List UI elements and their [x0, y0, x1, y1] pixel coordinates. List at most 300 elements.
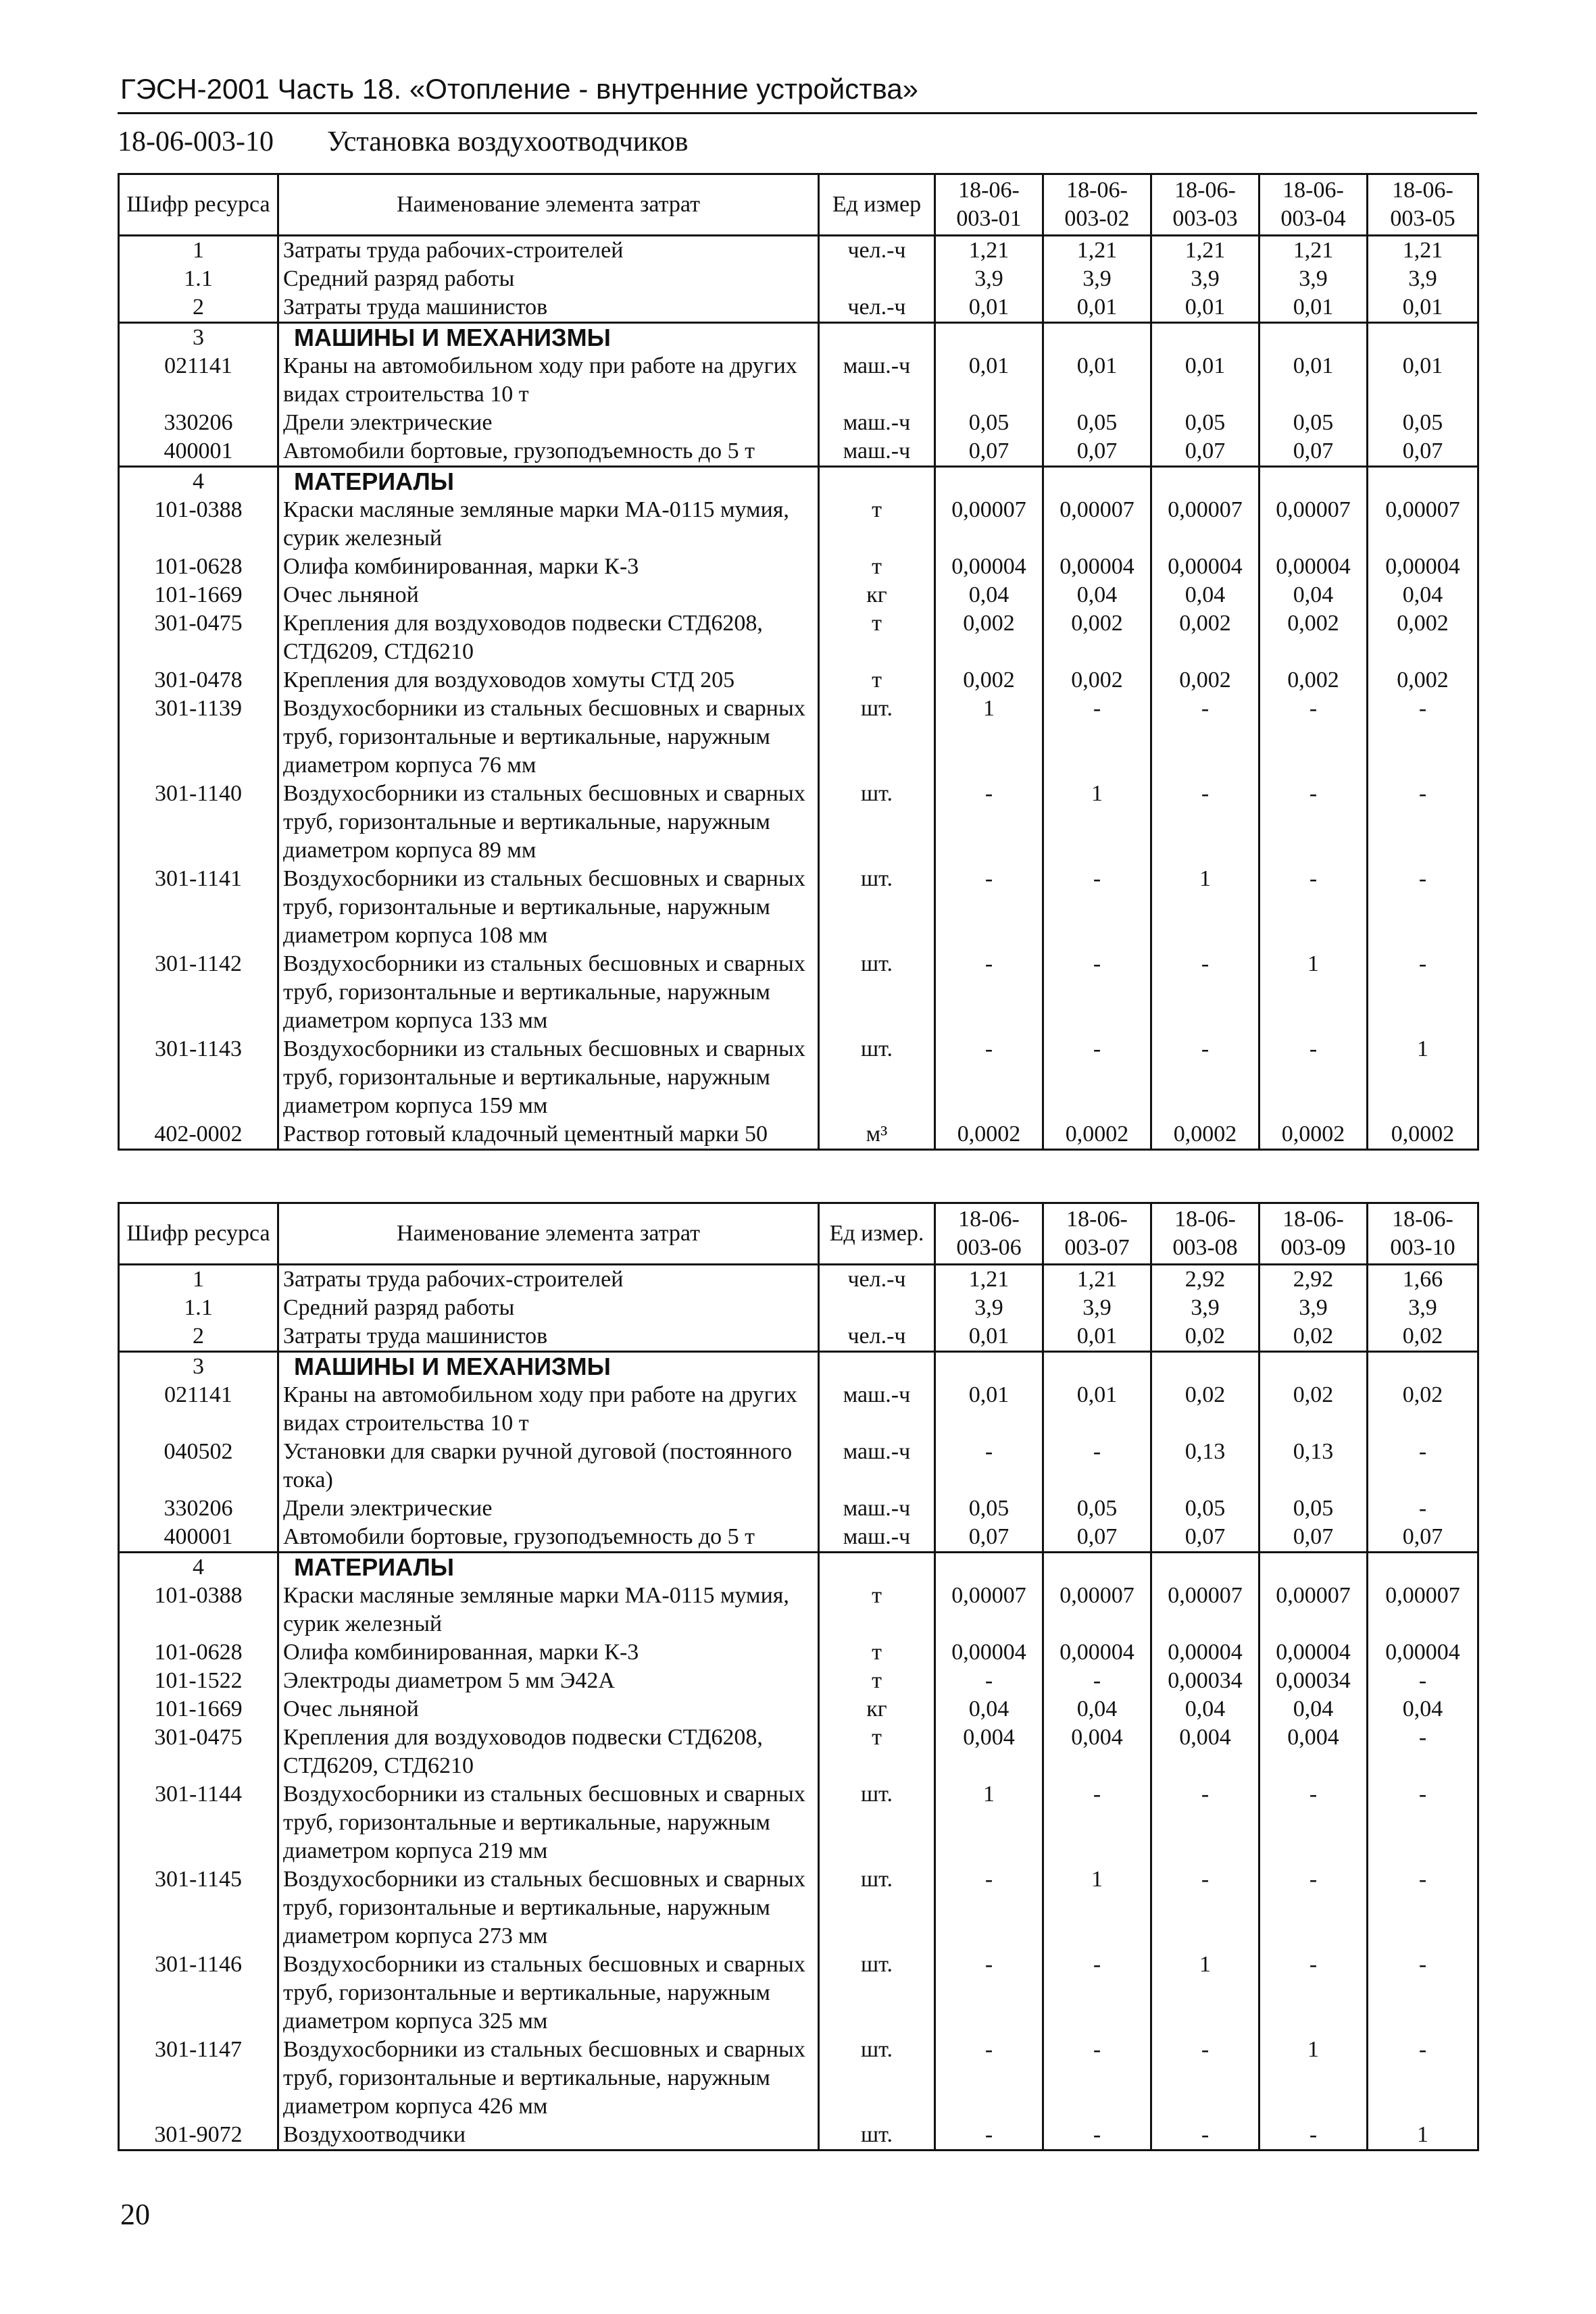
- value-cell: 0,07: [1151, 1523, 1260, 1553]
- column-header-line: 003-01: [956, 206, 1022, 231]
- resource-code-cell: 301-1146: [119, 1951, 278, 2036]
- resource-name-cell: Установки для сварки ручной дуговой (постоянного тока): [278, 1438, 819, 1494]
- unit-cell: шт.: [819, 1865, 935, 1951]
- resource-code-cell: 301-0475: [119, 1724, 278, 1780]
- value-cell: -: [1368, 1494, 1478, 1523]
- value-cell: -: [1368, 1438, 1478, 1494]
- value-cell: -: [1043, 950, 1151, 1035]
- value-cell: 1,21: [1151, 236, 1260, 266]
- unit-cell: маш.-ч: [819, 1381, 935, 1438]
- table-row: [119, 1667, 1478, 1695]
- value-cell: 2,92: [1151, 1265, 1260, 1294]
- value-cell: 3,9: [1260, 265, 1368, 293]
- value-cell: 0,04: [1151, 581, 1260, 609]
- resource-code-cell: 301-1144: [119, 1780, 278, 1865]
- value-cell: 0,00004: [1151, 553, 1260, 581]
- value-cell: -: [935, 780, 1043, 865]
- resource-name-cell: МАШИНЫ И МЕХАНИЗМЫ: [278, 323, 819, 353]
- resource-name-cell: Затраты труда рабочих-строителей: [278, 236, 819, 266]
- resource-code-cell: 301-1145: [119, 1865, 278, 1951]
- value-cell: 0,13: [1260, 1438, 1368, 1494]
- value-cell: 1: [935, 695, 1043, 780]
- column-header-line: 18-06-: [958, 178, 1020, 203]
- value-cell: 1: [1151, 865, 1260, 950]
- value-cell: [1260, 1352, 1368, 1382]
- table-row: [119, 581, 1478, 609]
- unit-cell: шт.: [819, 1035, 935, 1120]
- value-cell: 0,01: [1043, 352, 1151, 409]
- resource-name-cell: Воздухосборники из стальных бесшовных и сварных труб, горизонтальные и вертикальные, наружным диаметром корпуса 325 мм: [278, 1951, 819, 2036]
- resource-code-cell: 301-1143: [119, 1035, 278, 1120]
- table-row: [119, 1265, 1478, 1294]
- column-header-norm: [1043, 174, 1151, 236]
- value-cell: 0,002: [1043, 666, 1151, 695]
- resource-name-cell: Автомобили бортовые, грузоподъемность до 5 т: [278, 1523, 819, 1553]
- resource-name-cell: Воздухосборники из стальных бесшовных и сварных труб, горизонтальные и вертикальные, наружным диаметром корпуса 133 мм: [278, 950, 819, 1035]
- table-row: [119, 293, 1478, 323]
- value-cell: 0,04: [1260, 581, 1368, 609]
- value-cell: -: [935, 2036, 1043, 2121]
- value-cell: 0,00007: [1260, 496, 1368, 553]
- value-cell: 0,00004: [935, 1638, 1043, 1667]
- value-cell: -: [935, 950, 1043, 1035]
- value-cell: 0,04: [1260, 1695, 1368, 1724]
- value-cell: 0,02: [1368, 1322, 1478, 1352]
- value-cell: -: [1043, 1951, 1151, 2036]
- value-cell: -: [1043, 695, 1151, 780]
- resource-code-cell: 400001: [119, 1523, 278, 1553]
- value-cell: 0,01: [1368, 352, 1478, 409]
- resource-code-cell: 301-1142: [119, 950, 278, 1035]
- value-cell: 0,00004: [1043, 1638, 1151, 1667]
- value-cell: [1151, 1352, 1260, 1382]
- resource-code-cell: 301-1147: [119, 2036, 278, 2121]
- column-header-line: 003-07: [1064, 1235, 1130, 1260]
- value-cell: 1: [1043, 780, 1151, 865]
- value-cell: -: [935, 1951, 1043, 2036]
- value-cell: -: [1151, 1780, 1260, 1865]
- value-cell: 0,004: [1151, 1724, 1260, 1780]
- table-row: [119, 1352, 1478, 1382]
- value-cell: -: [1368, 1865, 1478, 1951]
- resource-name-cell: Затраты труда машинистов: [278, 1322, 819, 1352]
- value-cell: 2,92: [1260, 1265, 1368, 1294]
- value-cell: 0,01: [1260, 293, 1368, 323]
- value-cell: 0,13: [1151, 1438, 1260, 1494]
- column-header-norm: [1260, 1203, 1368, 1265]
- resource-name-cell: Затраты труда рабочих-строителей: [278, 1265, 819, 1294]
- resource-code-cell: 101-0388: [119, 496, 278, 553]
- column-header-norm: [1368, 174, 1478, 236]
- value-cell: 0,05: [1368, 409, 1478, 437]
- resource-code-cell: 101-0628: [119, 1638, 278, 1667]
- resource-name-cell: Воздухосборники из стальных бесшовных и сварных труб, горизонтальные и вертикальные, наружным диаметром корпуса 89 мм: [278, 780, 819, 865]
- value-cell: 0,04: [935, 1695, 1043, 1724]
- resource-code-cell: 301-0478: [119, 666, 278, 695]
- resource-name-cell: МАТЕРИАЛЫ: [278, 1553, 819, 1582]
- value-cell: -: [1260, 780, 1368, 865]
- value-cell: 0,00007: [935, 496, 1043, 553]
- value-cell: 0,04: [1368, 1695, 1478, 1724]
- unit-cell: т: [819, 1667, 935, 1695]
- column-header-line: 18-06-: [1066, 178, 1128, 203]
- value-cell: 1,21: [1043, 1265, 1151, 1294]
- table-row: [119, 496, 1478, 553]
- value-cell: 1,21: [1368, 236, 1478, 266]
- unit-cell: шт.: [819, 1780, 935, 1865]
- value-cell: 0,002: [1260, 666, 1368, 695]
- value-cell: 0,002: [1368, 609, 1478, 666]
- resource-code-cell: 040502: [119, 1438, 278, 1494]
- column-header-norm: [1151, 174, 1260, 236]
- value-cell: [1151, 467, 1260, 497]
- unit-cell: чел.-ч: [819, 1322, 935, 1352]
- value-cell: 0,07: [1260, 437, 1368, 467]
- table-row: [119, 2036, 1478, 2121]
- table-row: [119, 2121, 1478, 2150]
- column-header-line: 18-06-: [1066, 1207, 1128, 1232]
- unit-cell: т: [819, 1724, 935, 1780]
- value-cell: [935, 467, 1043, 497]
- column-header-norm: [935, 1203, 1043, 1265]
- table-row: [119, 265, 1478, 293]
- value-cell: 3,9: [1043, 265, 1151, 293]
- value-cell: 0,02: [1151, 1322, 1260, 1352]
- value-cell: 0,01: [935, 1381, 1043, 1438]
- table-row: [119, 1951, 1478, 2036]
- unit-cell: [819, 1352, 935, 1382]
- resource-code-cell: 1.1: [119, 265, 278, 293]
- column-header-line: 18-06-: [1282, 178, 1344, 203]
- table-row: [119, 1638, 1478, 1667]
- value-cell: 0,00004: [1368, 1638, 1478, 1667]
- value-cell: 0,00007: [1368, 1582, 1478, 1638]
- unit-cell: т: [819, 496, 935, 553]
- column-header-name: Наименование элемента затрат: [278, 174, 819, 236]
- resource-name-cell: МАШИНЫ И МЕХАНИЗМЫ: [278, 1352, 819, 1382]
- table-row: [119, 323, 1478, 353]
- value-cell: 0,05: [1151, 1494, 1260, 1523]
- value-cell: 0,00007: [1043, 496, 1151, 553]
- column-header-line: 003-08: [1172, 1235, 1238, 1260]
- value-cell: [1043, 467, 1151, 497]
- table-row: [119, 437, 1478, 467]
- unit-cell: чел.-ч: [819, 1265, 935, 1294]
- column-header-norm: [1043, 1203, 1151, 1265]
- value-cell: -: [935, 865, 1043, 950]
- value-cell: 0,004: [935, 1724, 1043, 1780]
- unit-cell: шт.: [819, 695, 935, 780]
- table-row: [119, 1438, 1478, 1494]
- unit-cell: чел.-ч: [819, 293, 935, 323]
- resource-code-cell: 1: [119, 1265, 278, 1294]
- column-header-line: 18-06-: [1392, 178, 1453, 203]
- value-cell: -: [1151, 1865, 1260, 1951]
- value-cell: -: [1368, 1951, 1478, 2036]
- value-cell: 0,05: [935, 1494, 1043, 1523]
- resource-code-cell: 021141: [119, 352, 278, 409]
- value-cell: 0,002: [1260, 609, 1368, 666]
- column-header-name: Наименование элемента затрат: [278, 1203, 819, 1265]
- column-header-norm: [935, 174, 1043, 236]
- value-cell: [1368, 323, 1478, 353]
- table-row: [119, 409, 1478, 437]
- unit-cell: [819, 467, 935, 497]
- table-row: [119, 236, 1478, 266]
- resource-code-cell: 2: [119, 293, 278, 323]
- value-cell: 0,002: [1151, 609, 1260, 666]
- value-cell: 0,02: [1260, 1381, 1368, 1438]
- value-cell: 0,00004: [1368, 553, 1478, 581]
- table-row: [119, 1695, 1478, 1724]
- value-cell: 0,01: [1151, 352, 1260, 409]
- unit-cell: [819, 1294, 935, 1322]
- value-cell: 0,01: [1260, 352, 1368, 409]
- value-cell: 0,07: [1368, 1523, 1478, 1553]
- resource-table-2: [118, 1202, 1479, 2151]
- resource-name-cell: Крепления для воздуховодов подвески СТД6208, СТД6209, СТД6210: [278, 609, 819, 666]
- table-row: [119, 1120, 1478, 1150]
- table-row: [119, 553, 1478, 581]
- value-cell: -: [1368, 780, 1478, 865]
- table-row: [119, 1322, 1478, 1352]
- value-cell: 0,07: [1260, 1523, 1368, 1553]
- value-cell: 3,9: [1043, 1294, 1151, 1322]
- resource-code-cell: 4: [119, 467, 278, 497]
- value-cell: -: [1151, 780, 1260, 865]
- unit-cell: маш.-ч: [819, 1494, 935, 1523]
- value-cell: -: [1043, 1035, 1151, 1120]
- value-cell: 0,04: [1368, 581, 1478, 609]
- value-cell: 1,21: [935, 1265, 1043, 1294]
- unit-cell: т: [819, 666, 935, 695]
- unit-cell: [819, 1553, 935, 1582]
- column-header-line: 003-09: [1280, 1235, 1346, 1260]
- resource-name-cell: Краски масляные земляные марки МА-0115 мумия, сурик железный: [278, 496, 819, 553]
- value-cell: -: [1151, 2036, 1260, 2121]
- unit-cell: маш.-ч: [819, 352, 935, 409]
- header-rule: [118, 112, 1477, 114]
- value-cell: 0,00007: [1151, 496, 1260, 553]
- resource-name-cell: Воздухоотводчики: [278, 2121, 819, 2150]
- resource-name-cell: Средний разряд работы: [278, 1294, 819, 1322]
- unit-cell: м³: [819, 1120, 935, 1150]
- value-cell: 1: [1043, 1865, 1151, 1951]
- value-cell: -: [1368, 2036, 1478, 2121]
- value-cell: 0,002: [1151, 666, 1260, 695]
- resource-name-cell: Очес льняной: [278, 1695, 819, 1724]
- table-row: [119, 1494, 1478, 1523]
- resource-name-cell: Воздухосборники из стальных бесшовных и сварных труб, горизонтальные и вертикальные, наружным диаметром корпуса 426 мм: [278, 2036, 819, 2121]
- value-cell: 3,9: [1151, 1294, 1260, 1322]
- value-cell: 0,01: [1043, 293, 1151, 323]
- value-cell: 0,002: [1368, 666, 1478, 695]
- value-cell: -: [1368, 950, 1478, 1035]
- unit-cell: кг: [819, 581, 935, 609]
- value-cell: [1368, 467, 1478, 497]
- value-cell: 0,07: [935, 437, 1043, 467]
- table-header-row: [119, 174, 1478, 236]
- resource-name-cell: Электроды диаметром 5 мм Э42А: [278, 1667, 819, 1695]
- resource-code-cell: 1: [119, 236, 278, 266]
- unit-cell: т: [819, 1638, 935, 1667]
- unit-cell: т: [819, 609, 935, 666]
- resource-code-cell: 101-1669: [119, 581, 278, 609]
- resource-code-cell: 101-1522: [119, 1667, 278, 1695]
- value-cell: 1: [1368, 1035, 1478, 1120]
- value-cell: 0,00034: [1260, 1667, 1368, 1695]
- value-cell: 0,00034: [1151, 1667, 1260, 1695]
- value-cell: 0,01: [1368, 293, 1478, 323]
- value-cell: 0,00004: [1260, 1638, 1368, 1667]
- table-row: [119, 1780, 1478, 1865]
- resource-code-cell: 402-0002: [119, 1120, 278, 1150]
- value-cell: 1,21: [1043, 236, 1151, 266]
- resource-name-cell: МАТЕРИАЛЫ: [278, 467, 819, 497]
- value-cell: 0,00007: [1368, 496, 1478, 553]
- column-header-code: Шифр ресурса: [119, 1203, 278, 1265]
- value-cell: [1151, 1553, 1260, 1582]
- table-row: [119, 1582, 1478, 1638]
- value-cell: [1151, 323, 1260, 353]
- resource-code-cell: 301-0475: [119, 609, 278, 666]
- resource-name-cell: Краны на автомобильном ходу при работе на других видах строительства 10 т: [278, 1381, 819, 1438]
- resource-code-cell: 3: [119, 323, 278, 353]
- resource-code-cell: 330206: [119, 1494, 278, 1523]
- value-cell: -: [1368, 1724, 1478, 1780]
- value-cell: 0,07: [935, 1523, 1043, 1553]
- value-cell: 0,07: [1151, 437, 1260, 467]
- value-cell: -: [1043, 865, 1151, 950]
- value-cell: -: [1260, 2121, 1368, 2150]
- value-cell: 1,66: [1368, 1265, 1478, 1294]
- column-header-code: Шифр ресурса: [119, 174, 278, 236]
- value-cell: 3,9: [1368, 265, 1478, 293]
- resource-name-cell: Воздухосборники из стальных бесшовных и сварных труб, горизонтальные и вертикальные, наружным диаметром корпуса 108 мм: [278, 865, 819, 950]
- resource-table-1: [118, 173, 1479, 1151]
- value-cell: 0,0002: [1368, 1120, 1478, 1150]
- value-cell: -: [1368, 1780, 1478, 1865]
- unit-cell: шт.: [819, 2036, 935, 2121]
- value-cell: [1260, 323, 1368, 353]
- value-cell: -: [1368, 865, 1478, 950]
- value-cell: 0,04: [1151, 1695, 1260, 1724]
- value-cell: 0,04: [1043, 581, 1151, 609]
- value-cell: 1: [1151, 1951, 1260, 2036]
- table-row: [119, 609, 1478, 666]
- resource-code-cell: 1.1: [119, 1294, 278, 1322]
- unit-cell: чел.-ч: [819, 236, 935, 266]
- value-cell: 0,05: [1260, 409, 1368, 437]
- table-row: [119, 780, 1478, 865]
- resource-name-cell: Средний разряд работы: [278, 265, 819, 293]
- resource-code-cell: 021141: [119, 1381, 278, 1438]
- table-row: [119, 666, 1478, 695]
- column-header-line: 003-02: [1064, 206, 1130, 231]
- resource-name-cell: Олифа комбинированная, марки К-3: [278, 1638, 819, 1667]
- value-cell: -: [1151, 695, 1260, 780]
- value-cell: [1260, 467, 1368, 497]
- unit-cell: [819, 265, 935, 293]
- value-cell: 0,0002: [1260, 1120, 1368, 1150]
- value-cell: -: [1260, 695, 1368, 780]
- unit-cell: кг: [819, 1695, 935, 1724]
- value-cell: -: [935, 1438, 1043, 1494]
- value-cell: 0,00007: [935, 1582, 1043, 1638]
- value-cell: [1368, 1352, 1478, 1382]
- column-header-line: 003-05: [1390, 206, 1455, 231]
- resource-name-cell: Воздухосборники из стальных бесшовных и сварных труб, горизонтальные и вертикальные, наружным диаметром корпуса 273 мм: [278, 1865, 819, 1951]
- resource-code-cell: 330206: [119, 409, 278, 437]
- value-cell: 0,002: [935, 609, 1043, 666]
- value-cell: -: [1368, 695, 1478, 780]
- value-cell: -: [1260, 1780, 1368, 1865]
- unit-cell: маш.-ч: [819, 1523, 935, 1553]
- unit-cell: маш.-ч: [819, 437, 935, 467]
- value-cell: 0,05: [1151, 409, 1260, 437]
- value-cell: 0,004: [1260, 1724, 1368, 1780]
- resource-code-cell: 301-1141: [119, 865, 278, 950]
- resource-code-cell: 301-9072: [119, 2121, 278, 2150]
- value-cell: 1: [1260, 950, 1368, 1035]
- table-row: [119, 352, 1478, 409]
- column-header-line: 18-06-: [1174, 178, 1236, 203]
- resource-name-cell: Крепления для воздуховодов хомуты СТД 205: [278, 666, 819, 695]
- resource-name-cell: Краски масляные земляные марки МА-0115 мумия, сурик железный: [278, 1582, 819, 1638]
- value-cell: 3,9: [935, 1294, 1043, 1322]
- table-row: [119, 950, 1478, 1035]
- resource-code-cell: 301-1140: [119, 780, 278, 865]
- value-cell: 3,9: [935, 265, 1043, 293]
- column-header-unit: Ед измер: [819, 174, 935, 236]
- resource-name-cell: Краны на автомобильном ходу при работе на других видах строительства 10 т: [278, 352, 819, 409]
- value-cell: 0,00004: [1043, 553, 1151, 581]
- column-header-line: 18-06-: [1392, 1207, 1453, 1232]
- value-cell: [1043, 1553, 1151, 1582]
- value-cell: 3,9: [1151, 265, 1260, 293]
- page-number: 20: [120, 2198, 150, 2231]
- column-header-norm: [1368, 1203, 1478, 1265]
- table-row: [119, 1294, 1478, 1322]
- value-cell: [935, 1352, 1043, 1382]
- resource-name-cell: Воздухосборники из стальных бесшовных и сварных труб, горизонтальные и вертикальные, наружным диаметром корпуса 159 мм: [278, 1035, 819, 1120]
- value-cell: -: [935, 1865, 1043, 1951]
- value-cell: -: [1260, 1865, 1368, 1951]
- resource-name-cell: Дрели электрические: [278, 409, 819, 437]
- unit-cell: шт.: [819, 865, 935, 950]
- column-header-norm: [1260, 174, 1368, 236]
- unit-cell: т: [819, 553, 935, 581]
- value-cell: -: [1043, 1438, 1151, 1494]
- column-header-line: 18-06-: [1174, 1207, 1236, 1232]
- resource-code-cell: 301-1139: [119, 695, 278, 780]
- value-cell: 0,0002: [935, 1120, 1043, 1150]
- value-cell: -: [1368, 1667, 1478, 1695]
- unit-cell: маш.-ч: [819, 1438, 935, 1494]
- resource-name-cell: Очес льняной: [278, 581, 819, 609]
- value-cell: 0,01: [935, 352, 1043, 409]
- value-cell: 0,00007: [1151, 1582, 1260, 1638]
- resource-code-cell: 3: [119, 1352, 278, 1382]
- value-cell: 0,0002: [1151, 1120, 1260, 1150]
- value-cell: [1368, 1553, 1478, 1582]
- resource-name-cell: Затраты труда машинистов: [278, 293, 819, 323]
- table-row: [119, 467, 1478, 497]
- value-cell: 0,07: [1043, 1523, 1151, 1553]
- section-title: Установка воздухоотводчиков: [327, 126, 689, 157]
- value-cell: 0,0002: [1043, 1120, 1151, 1150]
- value-cell: 0,01: [1043, 1322, 1151, 1352]
